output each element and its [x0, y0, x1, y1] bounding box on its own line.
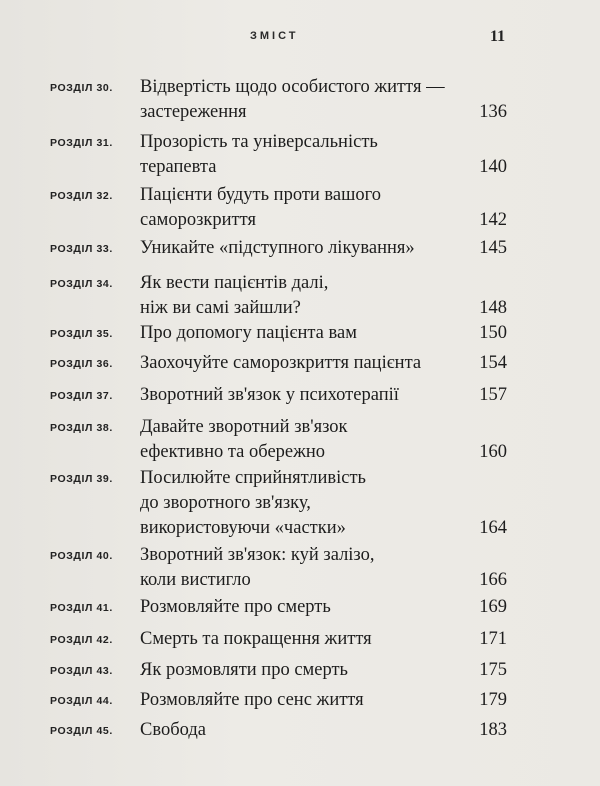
chapter-label: РОЗДІЛ 45.: [50, 725, 113, 737]
chapter-title-line: Розмовляйте про смерть: [140, 597, 331, 617]
chapter-page-number: 166: [479, 570, 507, 590]
chapter-label: РОЗДІЛ 43.: [50, 665, 113, 677]
chapter-label: РОЗДІЛ 32.: [50, 190, 113, 202]
chapter-title-line: Давайте зворотний зв'язок: [140, 417, 348, 437]
chapter-page-number: 150: [479, 323, 507, 343]
chapter-page-number: 169: [479, 597, 507, 617]
chapter-page-number: 145: [479, 238, 507, 258]
chapter-page-number: 171: [479, 629, 507, 649]
chapter-page-number: 183: [479, 720, 507, 740]
chapter-title-line: Свобода: [140, 720, 206, 740]
chapter-title: [140, 383, 490, 408]
chapter-label: РОЗДІЛ 33.: [50, 243, 113, 255]
chapter-page-number: 160: [479, 442, 507, 462]
chapter-page-number: 154: [479, 353, 507, 373]
chapter-title: [140, 351, 490, 376]
chapter-page-number: 142: [479, 210, 507, 230]
chapter-title-line: Про допомогу пацієнта вам: [140, 323, 357, 343]
chapter-title-line: Заохочуйте саморозкриття пацієнта: [140, 353, 422, 373]
chapter-title: [140, 718, 490, 743]
chapter-title-line: Розмовляйте про сенс життя: [140, 690, 364, 710]
page-header: [0, 30, 600, 50]
chapter-title: [140, 271, 490, 321]
chapter-title: [140, 130, 490, 180]
chapter-page-number: 136: [479, 102, 507, 122]
chapter-label: РОЗДІЛ 37.: [50, 390, 113, 402]
chapter-title-line: Зворотний зв'язок у психотерапії: [140, 385, 399, 405]
chapter-title: [140, 466, 490, 541]
chapter-title-line: Смерть та покращення життя: [140, 629, 372, 649]
chapter-title-line: саморозкриття: [140, 210, 256, 230]
chapter-title-line: застереження: [140, 102, 247, 122]
chapter-label: РОЗДІЛ 44.: [50, 695, 113, 707]
chapter-page-number: 175: [479, 660, 507, 680]
chapter-page-number: 164: [479, 518, 507, 538]
chapter-title-line: Зворотний зв'язок: куй залізо,: [140, 545, 375, 565]
chapter-label: РОЗДІЛ 41.: [50, 602, 113, 614]
chapter-title-line: ефективно та обережно: [140, 442, 326, 462]
chapter-label: РОЗДІЛ 34.: [50, 278, 113, 290]
chapter-label: РОЗДІЛ 35.: [50, 328, 113, 340]
chapter-title-line: Прозорість та універсальність: [140, 132, 378, 152]
chapter-title-line: Уникайте «підступного лікування»: [140, 238, 415, 258]
chapter-page-number: 140: [479, 157, 507, 177]
chapter-title: [140, 236, 490, 261]
chapter-title-line: використовуючи «частки»: [140, 518, 346, 538]
chapter-title: [140, 688, 490, 713]
chapter-label: РОЗДІЛ 39.: [50, 473, 113, 485]
chapter-title: [140, 627, 490, 652]
chapter-label: РОЗДІЛ 40.: [50, 550, 113, 562]
chapter-title: [140, 415, 490, 465]
chapter-title-line: Пацієнти будуть проти вашого: [140, 185, 382, 205]
chapter-label: РОЗДІЛ 36.: [50, 358, 113, 370]
chapter-title-line: до зворотного зв'язку,: [140, 493, 311, 513]
chapter-title-line: Як вести пацієнтів далі,: [140, 273, 329, 293]
chapter-title: [140, 183, 490, 233]
chapter-title: [140, 595, 490, 620]
chapter-title-line: Посилюйте сприйнятливість: [140, 468, 366, 488]
chapter-title: [140, 75, 490, 125]
chapter-page-number: 179: [479, 690, 507, 710]
chapter-page-number: 157: [479, 385, 507, 405]
chapter-title-line: Як розмовляти про смерть: [140, 660, 348, 680]
chapter-title-line: ніж ви самі зайшли?: [140, 298, 301, 318]
chapter-label: РОЗДІЛ 30.: [50, 82, 113, 94]
chapter-title: [140, 321, 490, 346]
chapter-title: [140, 658, 490, 683]
chapter-label: РОЗДІЛ 31.: [50, 137, 113, 149]
chapter-title-line: коли вистигло: [140, 570, 251, 590]
page-number: 11: [490, 28, 506, 45]
chapter-label: РОЗДІЛ 42.: [50, 634, 113, 646]
chapter-label: РОЗДІЛ 38.: [50, 422, 113, 434]
chapter-title: [140, 543, 490, 593]
chapter-page-number: 148: [479, 298, 507, 318]
chapter-title-line: Відвертість щодо особистого життя —: [140, 77, 445, 97]
running-title: ЗМІСТ: [250, 30, 299, 42]
chapter-title-line: терапевта: [140, 157, 217, 177]
